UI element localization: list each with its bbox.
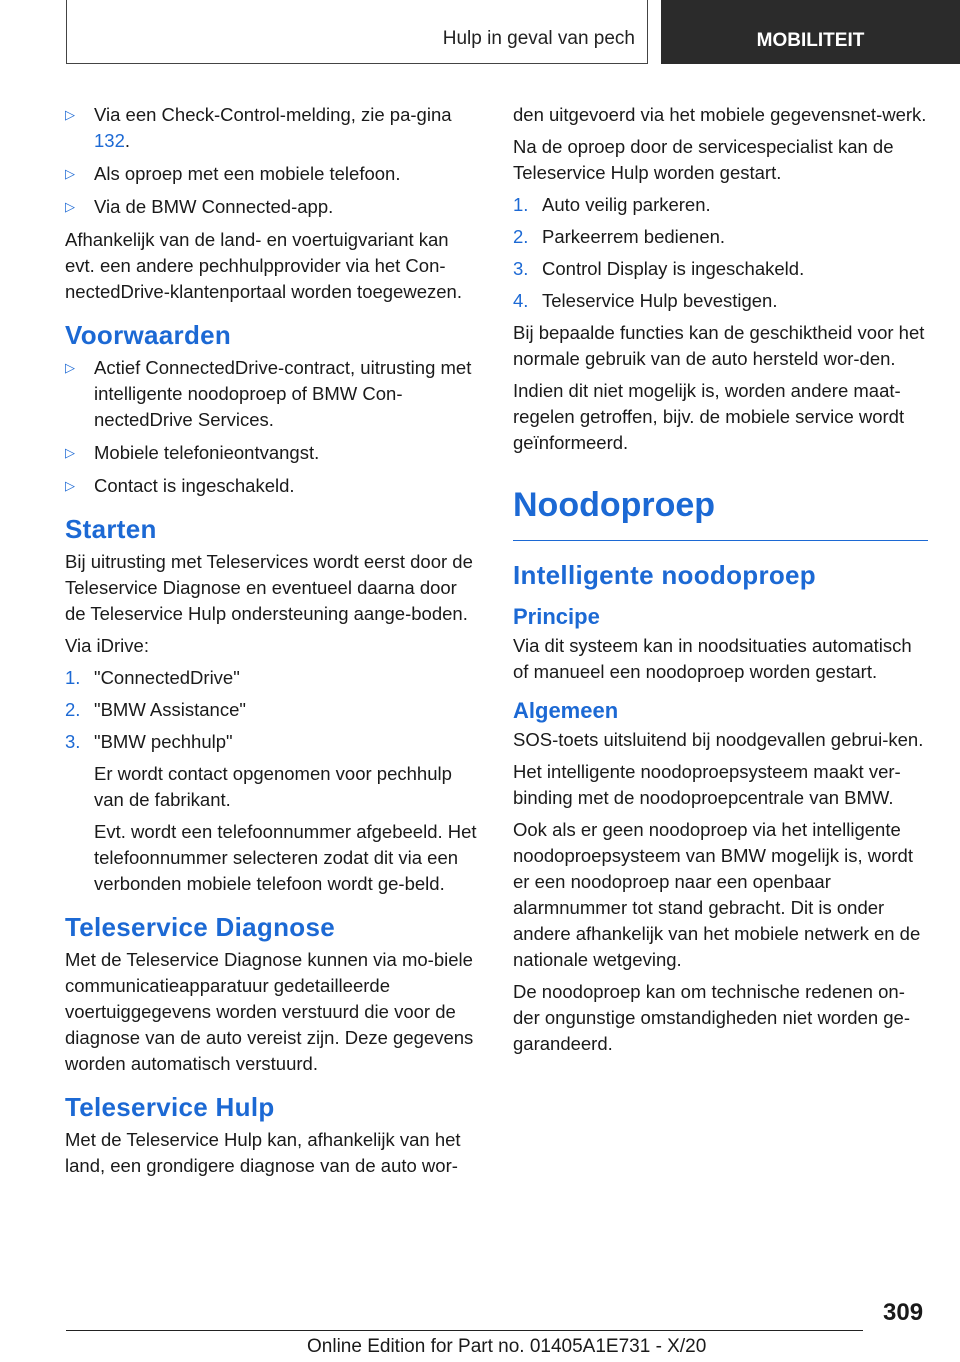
list-item: ▷ Als oproep met een mobiele telefoon. xyxy=(65,161,480,187)
heading-starten: Starten xyxy=(65,514,157,544)
heading-algemeen: Algemeen xyxy=(513,698,619,723)
footer-divider xyxy=(66,1330,863,1331)
step-number: 3. xyxy=(513,258,529,279)
heading-voorwaarden: Voorwaarden xyxy=(65,320,232,350)
step-number: 4. xyxy=(513,290,529,311)
step-number: 1. xyxy=(513,194,529,215)
after-call-paragraph: Na de oproep door de servicespecialist kan de Teleservice Hulp worden gestart. xyxy=(513,136,894,183)
list-item: ▷ Contact is ingeschakeld. xyxy=(65,473,480,499)
algemeen-paragraph: SOS-toets uitsluitend bij noodgevallen gebrui-ken. xyxy=(513,729,924,750)
hulp-paragraph: Met de Teleservice Hulp kan, afhankelijk van het land, een grondigere diagnose van de auto wor- xyxy=(65,1129,461,1176)
step-number: 2. xyxy=(513,226,529,247)
triangle-bullet-icon: ▷ xyxy=(65,445,75,460)
heading-noodoproep: Noodoproep xyxy=(513,484,928,541)
algemeen-paragraph: Ook als er geen noodoproep via het intelligente noodoproepsysteem van BMW mogelijk is, wordt er een noodoproep naar een openbaar alarmnummer tot stand gebracht. Dit is onder andere afhankelijk van het mobiele netwerk en de nationale wetgeving. xyxy=(513,819,921,970)
page-number: 309 xyxy=(883,1299,924,1326)
list-item: ▷ Via een Check-Control-melding, zie pa-gina 132. xyxy=(65,104,452,151)
algemeen-paragraph: De noodoproep kan om technische redenen on-der ongunstige omstandigheden niet worden ge-garandeerd. xyxy=(513,981,911,1054)
chapter-title: MOBILITEIT xyxy=(756,30,865,51)
list-item: ▷ Actief ConnectedDrive-contract, uitrusting met intelligente noodoproep of BMW Con-nectedDrive Services. xyxy=(65,357,472,430)
starten-paragraph: Bij uitrusting met Teleservices wordt eerst door de Teleservice Diagnose en eventueel daarna door de Teleservice Hulp ondersteuning aange-boden. xyxy=(65,551,473,624)
numbered-step: 2. "BMW Assistance" xyxy=(65,697,480,723)
numbered-step: 1. "ConnectedDrive" xyxy=(65,665,480,691)
algemeen-paragraph: Het intelligente noodoproepsysteem maakt ver-binding met de noodoproepcentrale van BMW. xyxy=(513,761,901,808)
list-item: ▷ Via de BMW Connected-app. xyxy=(65,194,480,220)
step-note: Evt. wordt een telefoonnummer afgebeeld. Het telefoonnummer selecteren zodat dit via een verbonden mobiele telefoon wordt ge-beld. xyxy=(94,821,477,894)
list-item: ▷ Mobiele telefonieontvangst. xyxy=(65,440,480,466)
numbered-step: 1. Auto veilig parkeren. xyxy=(513,192,928,218)
triangle-bullet-icon: ▷ xyxy=(65,199,75,214)
triangle-bullet-icon: ▷ xyxy=(65,107,75,122)
triangle-bullet-icon: ▷ xyxy=(65,166,75,181)
other-measures-paragraph: Indien dit niet mogelijk is, worden andere maat-regelen getroffen, bijv. de mobiele service wordt geïnformeerd. xyxy=(513,380,905,453)
step-number: 1. xyxy=(65,667,81,688)
step-note: Er wordt contact opgenomen voor pechhulp van de fabrikant. xyxy=(94,763,452,810)
triangle-bullet-icon: ▷ xyxy=(65,360,75,375)
numbered-step: 3. Control Display is ingeschakeld. xyxy=(513,256,928,282)
chapter-tab xyxy=(661,0,960,64)
right-column xyxy=(513,102,928,1063)
heading-teleservice-diagnose: Teleservice Diagnose xyxy=(65,912,335,942)
diagnose-paragraph: Met de Teleservice Diagnose kunnen via mo-biele communicatieapparatuur gedetailleerde voertuiggegevens worden verstuurd die voor de diagnose van de auto vereist zijn. Deze gegevens worden automatisch verstuurd. xyxy=(65,949,474,1074)
continued-paragraph: den uitgevoerd via het mobiele gegevensnet-werk. xyxy=(513,104,927,125)
step-number: 2. xyxy=(65,699,81,720)
left-column xyxy=(65,102,480,1185)
heading-teleservice-hulp: Teleservice Hulp xyxy=(65,1092,275,1122)
via-idrive: Via iDrive: xyxy=(65,635,149,656)
triangle-bullet-icon: ▷ xyxy=(65,478,75,493)
footer-edition: Online Edition for Part no. 01405A1E731 - X/20 xyxy=(307,1336,707,1357)
heading-principe: Principe xyxy=(513,604,600,629)
functions-paragraph: Bij bepaalde functies kan de geschiktheid voor het normale gebruik van de auto hersteld wor-den. xyxy=(513,322,925,369)
section-title: Hulp in geval van pech xyxy=(442,28,635,49)
numbered-step: 2. Parkeerrem bedienen. xyxy=(513,224,928,250)
numbered-step: 3. "BMW pechhulp" xyxy=(65,729,480,755)
page-link[interactable]: 132 xyxy=(94,130,125,151)
intro-paragraph: Afhankelijk van de land- en voertuigvariant kan evt. een andere pechhulpprovider via het Con-nectedDrive-klantenportaal worden toegewezen. xyxy=(65,229,462,302)
numbered-step: 4. Teleservice Hulp bevestigen. xyxy=(513,288,928,314)
heading-intelligente-noodoproep: Intelligente noodoproep xyxy=(513,560,816,590)
step-number: 3. xyxy=(65,731,81,752)
principe-paragraph: Via dit systeem kan in noodsituaties automatisch of manueel een noodoproep worden gestart. xyxy=(513,635,912,682)
